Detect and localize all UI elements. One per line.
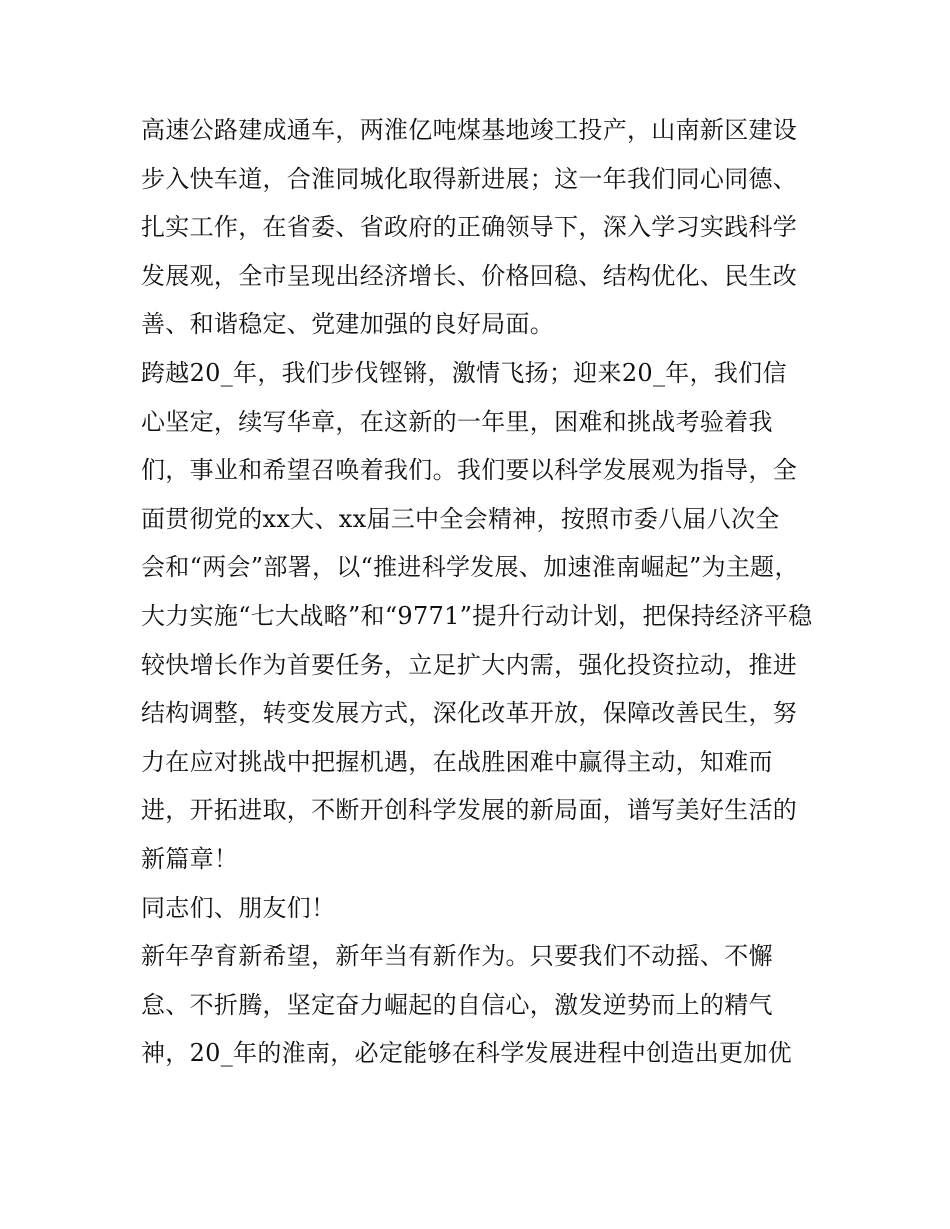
text-line: 同志们、朋友们！: [141, 893, 336, 922]
text-line: 结构调整，转变发展方式，深化改革开放，保障改善民生，努: [141, 699, 798, 728]
text-line: 步入快车道，合淮同城化取得新进展；这一年我们同心同德、: [141, 164, 798, 193]
text-line: 跨越20_年，我们步伐铿锵，激情飞扬；迎来20_年，我们信: [141, 358, 787, 387]
text-line: 会和“两会”部署，以“推进科学发展、加速淮南崛起”为主题，: [141, 553, 799, 582]
text-line: 扎实工作，在省委、省政府的正确领导下，深入学习实践科学: [141, 213, 798, 242]
text-line: 新篇章！: [141, 844, 239, 873]
text-line: 力在应对挑战中把握机遇，在战胜困难中赢得主动，知难而: [141, 747, 773, 776]
text-line: 怠、不折腾，坚定奋力崛起的自信心，激发逆势而上的精气: [141, 990, 773, 1019]
document-body: [141, 106, 821, 1078]
text-line: 们，事业和希望召唤着我们。我们要以科学发展观为指导，全: [141, 456, 798, 485]
text-line: 高速公路建成通车，两淮亿吨煤基地竣工投产，山南新区建设: [141, 116, 798, 144]
text-line: 新年孕育新希望，新年当有新作为。只要我们不动摇、不懈: [141, 942, 773, 971]
text-line: 面贯彻党的xx大、xx届三中全会精神，按照市委八届八次全: [141, 504, 780, 533]
text-line: 心坚定，续写华章，在这新的一年里，困难和挑战考验着我: [141, 407, 773, 436]
text-line: 较快增长作为首要任务，立足扩大内需，强化投资拉动，推进: [141, 650, 798, 679]
text-line: 神，20_年的淮南，必定能够在科学发展进程中创造出更加优: [141, 1039, 792, 1068]
text-line: 发展观，全市呈现出经济增长、价格回稳、结构优化、民生改: [141, 261, 798, 290]
text-line: 善、和谐稳定、党建加强的良好局面。: [141, 310, 555, 339]
text-line: 大力实施“七大战略”和“9771”提升行动计划，把保持经济平稳: [141, 601, 813, 630]
text-line: 进，开拓进取，不断开创科学发展的新局面，谱写美好生活的: [141, 796, 798, 825]
